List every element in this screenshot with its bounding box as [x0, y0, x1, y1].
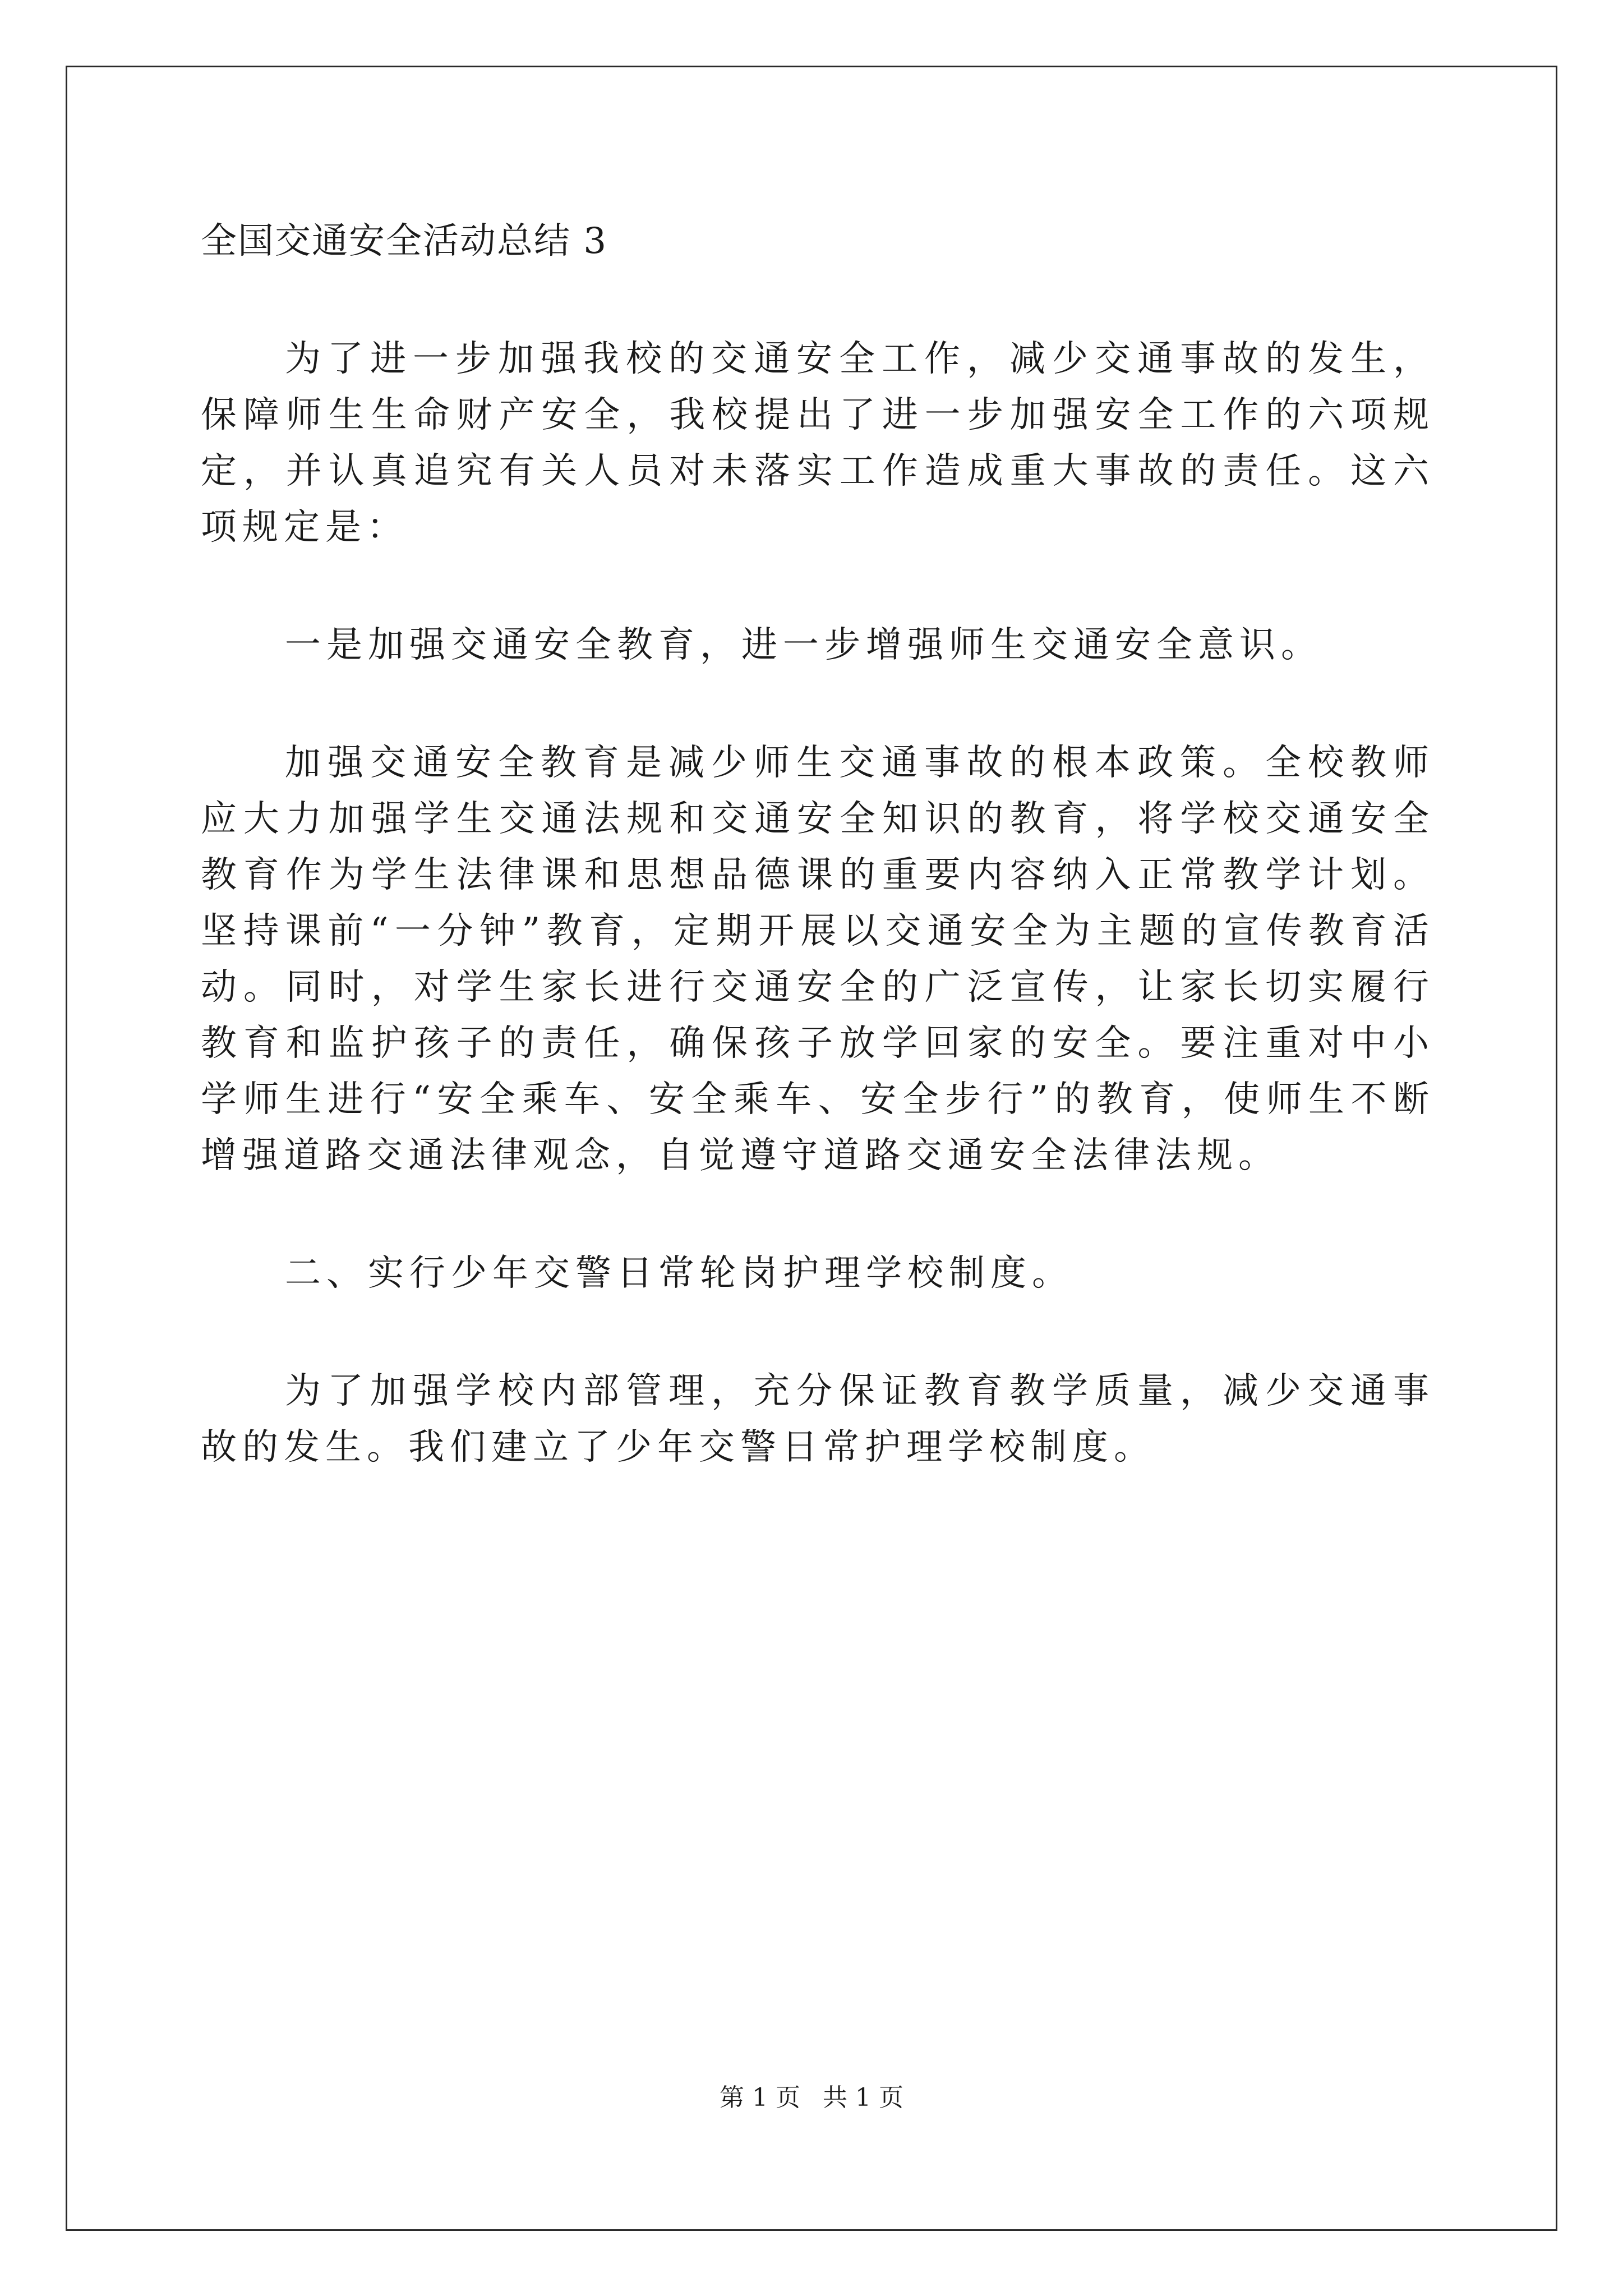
document-body [201, 213, 1435, 1475]
paragraph-rule-1-body: 加强交通安全教育是减少师生交通事故的根本政策。全校教师应大力加强学生交通法规和交通安全知识的教育，将学校交通安全教育作为学生法律课和思想品德课的重要内容纳入正常教学计划。坚持课前“一分钟”教育，定期开展以交通安全为主题的宣传教育活动。同时，对学生家长进行交通安全的广泛宣传，让家长切实履行教育和监护孩子的责任，确保孩子放学回家的安全。要注重对中小学师生进行“安全乘车、安全乘车、安全步行”的教育，使师生不断增强道路交通法律观念，自觉遵守道路交通安全法律法规。 [201, 742, 1435, 1176]
paragraph-intro: 为了进一步加强我校的交通安全工作，减少交通事故的发生，保障师生生命财产安全，我校提出了进一步加强安全工作的六项规定，并认真追究有关人员对未落实工作造成重大事故的责任。这六项规定是： [201, 338, 1435, 548]
page-number-current: 第 1 页 [720, 2083, 800, 2112]
paragraph-rule-2-heading: 二、实行少年交警日常轮岗护理学校制度。 [285, 1253, 1073, 1294]
page-number-total: 共 1 页 [823, 2083, 903, 2112]
paragraph-rule-1-heading: 一是加强交通安全教育，进一步增强师生交通安全意识。 [285, 624, 1322, 666]
paragraph-rule-2-body: 为了加强学校内部管理，充分保证教育教学质量，减少交通事故的发生。我们建立了少年交警日常护理学校制度。 [201, 1370, 1435, 1468]
document-title: 全国交通安全活动总结 3 [201, 220, 608, 262]
page-footer [0, 2081, 1623, 2115]
